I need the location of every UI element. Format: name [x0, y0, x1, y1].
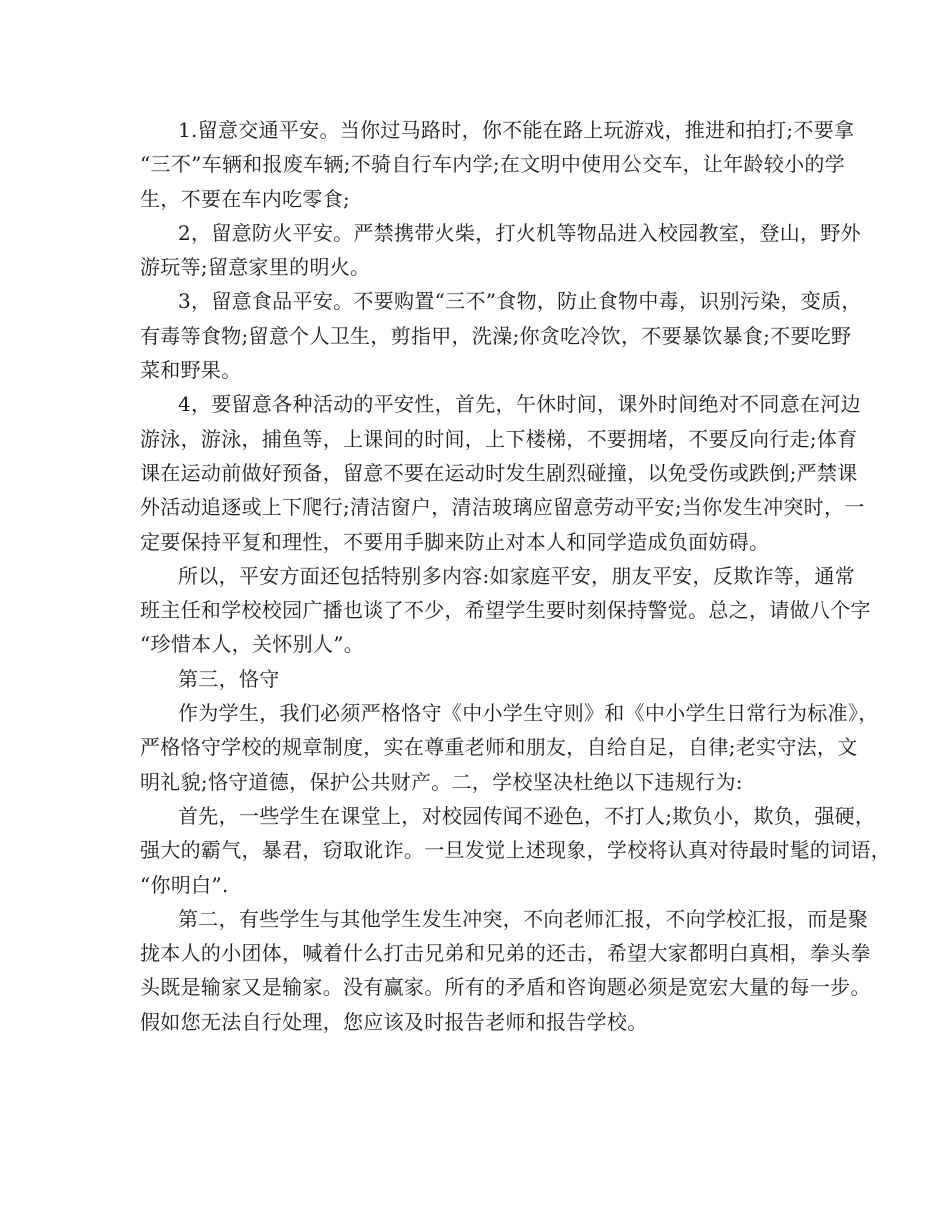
text-line: 课在运动前做好预备，留意不要在运动时发生剧烈碰撞，以免受伤或跌倒;严禁课 [140, 460, 858, 485]
text-line: 有毒等食物;留意个人卫生，剪指甲，洗澡;你贪吃冷饮，不要暴饮暴食;不要吃野 [140, 323, 852, 348]
text-line: 游泳，游泳，捕鱼等，上课间的时间，上下楼梯，不要拥堵，不要反向行走;体育 [140, 426, 858, 451]
paragraph-conflict [140, 902, 871, 1039]
text-line: 1.留意交通平安。当你过马路时，你不能在路上玩游戏，推进和拍打;不要拿 [178, 118, 855, 142]
text-line: 定要保持平复和理性，不要用手脚来防止对本人和同学造成负面妨碍。 [140, 529, 770, 554]
text-line: 外活动追逐或上下爬行;清洁窗户，清洁玻璃应留意劳动平安;当你发生冲突时，一 [140, 495, 865, 520]
text-line: 第二，有些学生与其他学生发生冲突，不向老师汇报，不向学校汇报，而是聚 [178, 906, 869, 931]
paragraph-rules [140, 696, 879, 799]
text-line: 班主任和学校校园广播也谈了不少，希望学生要时刻保持警觉。总之，请做八个字 [140, 598, 871, 623]
text-line: 3，留意食品平安。不要购置“三不”食物，防止食物中毒，识别污染，变质， [178, 289, 862, 314]
paragraph-food-safety [140, 284, 862, 387]
text-line: “三不”车辆和报废车辆;不骑自行车内学;在文明中使用公交车，让年龄较小的学 [140, 152, 846, 177]
text-line: 明礼貌;恪守道德，保护公共财产。二，学校坚决杜绝以下违规行为: [140, 769, 743, 794]
text-line: 菜和野果。 [140, 358, 242, 383]
text-line: 2，留意防火平安。严禁携带火柴，打火机等物品进入校园教室，登山，野外 [178, 220, 861, 245]
document-body [140, 113, 892, 1039]
text-line: 第三，恪守 [178, 666, 280, 691]
text-line: 所以，平安方面还包括特别多内容:如家庭平安，朋友平安，反欺诈等，通常 [178, 563, 855, 588]
text-line: “你明白”. [140, 872, 229, 897]
text-line: 首先，一些学生在课堂上，对校园传闻不逊色，不打人;欺负小，欺负，强硬， [178, 803, 876, 828]
section-heading [140, 662, 824, 696]
text-line: 拢本人的小团体，喊着什么打击兄弟和兄弟的还击，希望大家都明白真相，拳头拳 [140, 941, 871, 966]
paragraph-safety-summary [140, 559, 871, 662]
paragraph-traffic-safety [140, 113, 855, 216]
text-line: 作为学生，我们必须严格恪守《中小学生守则》和《中小学生日常行为标准》， [178, 701, 879, 726]
text-line: 生，不要在车内吃零食; [140, 186, 351, 211]
paragraph-fire-safety [140, 216, 861, 285]
text-line: 4，要留意各种活动的平安性，首先，午休时间，课外时间绝对不同意在河边 [178, 392, 861, 417]
text-line: 严格恪守学校的规章制度，实在尊重老师和朋友，自给自足，自律;老实守法，文 [140, 735, 858, 760]
text-line: 头既是输家又是输家。没有赢家。所有的矛盾和咨询题必须是宽宏大量的每一步。 [140, 975, 871, 1000]
text-line: “珍惜本人，关怀别人”。 [140, 632, 365, 657]
paragraph-bullying [140, 799, 892, 902]
text-line: 强大的霸气，暴君，窃取讹诈。一旦发觉上述现象，学校将认真对待最时髦的词语， [140, 838, 892, 863]
text-line: 游玩等;留意家里的明火。 [140, 255, 371, 280]
paragraph-activity-safety [140, 387, 865, 558]
text-line: 假如您无法自行处理，您应该及时报告老师和报告学校。 [140, 1009, 648, 1034]
